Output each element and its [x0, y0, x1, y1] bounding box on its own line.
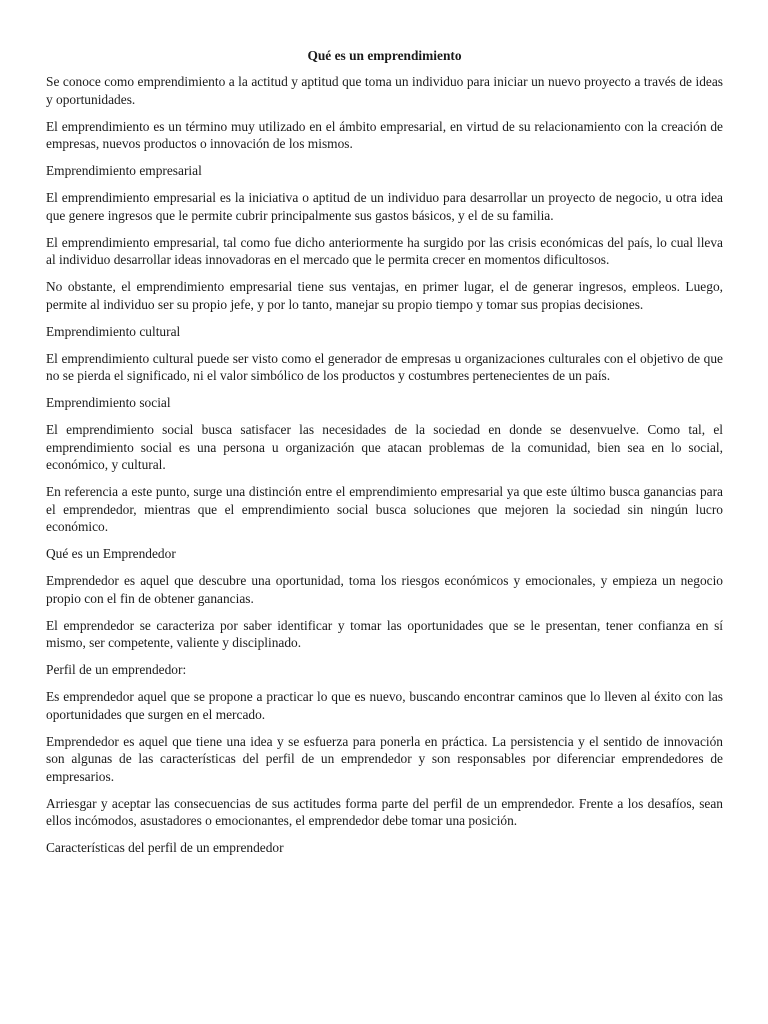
paragraph: Es emprendedor aquel que se propone a practicar lo que es nuevo, buscando encontrar caminos que lo lleven al éxito con las oportunidades que surgen en el mercado. [46, 689, 723, 722]
section-heading: Emprendimiento empresarial [46, 163, 202, 178]
paragraph: En referencia a este punto, surge una distinción entre el emprendimiento empresarial ya que este último busca ganancias para el emprendedor, mientras que el emprendimiento social busca soluciones que mejoren la sociedad sin ningún lucro económico. [46, 484, 723, 534]
section-heading: Perfil de un emprendedor: [46, 662, 187, 677]
paragraph: Emprendedor es aquel que descubre una oportunidad, toma los riesgos económicos y emocionales, y empieza un negocio propio con el fin de obtener ganancias. [46, 573, 723, 606]
section-heading: Características del perfil de un emprendedor [46, 840, 284, 855]
paragraph: El emprendimiento empresarial, tal como fue dicho anteriormente ha surgido por las crisis económicas del país, lo cual lleva al individuo desarrollar ideas innovadoras en el mercado que le permita crecer en momentos dificultosos. [46, 234, 723, 267]
section-heading: Emprendimiento cultural [46, 323, 181, 339]
section-heading: Qué es un Emprendedor [46, 546, 176, 561]
paragraph: El emprendimiento empresarial es la iniciativa o aptitud de un individuo para desarrollar un proyecto de negocio, u otra idea que genere ingresos que le permite cubrir principalmente sus gastos básicos, y el de su familia. [46, 190, 723, 223]
paragraph: Emprendedor es aquel que tiene una idea y se esfuerza para ponerla en práctica. La persistencia y el sentido de innovación son algunas de las características del perfil de un emprendedor y son responsables por diferenciar emprendedores de empresarios. [46, 733, 723, 784]
section-heading: Emprendimiento social [46, 395, 171, 410]
paragraph: El emprendimiento cultural puede ser visto como el generador de empresas u organizaciones culturales con el objetivo de que no se pierda el significado, ni el valor simbólico de los productos y costumbres pertenecientes de un país. [46, 350, 723, 383]
paragraph: No obstante, el emprendimiento empresarial tiene sus ventajas, en primer lugar, el de generar ingresos, empleos. Luego, permite al individuo ser su propio jefe, y por lo tanto, manejar su propio tiempo y tomar sus propias decisiones. [46, 279, 723, 312]
paragraph: El emprendimiento es un término muy utilizado en el ámbito empresarial, en virtud de su relacionamiento con la creación de empresas, nuevos productos o innovación de los mismos. [46, 118, 723, 151]
paragraph: Se conoce como emprendimiento a la actitud y aptitud que toma un individuo para iniciar un nuevo proyecto a través de ideas y oportunidades. [46, 74, 723, 107]
paragraph: El emprendimiento social busca satisfacer las necesidades de la sociedad en donde se desenvuelve. Como tal, el emprendimiento social es una persona u organización que atacan problemas de la comunidad, bien sea en lo social, económico, y cultural. [46, 422, 723, 472]
document-body [46, 47, 723, 866]
document-title: Qué es un emprendimiento [307, 48, 462, 63]
paragraph: El emprendedor se caracteriza por saber identificar y tomar las oportunidades que se le presentan, tener confianza en sí mismo, ser competente, valiente y disciplinado. [46, 617, 723, 650]
paragraph: Arriesgar y aceptar las consecuencias de sus actitudes forma parte del perfil de un emprendedor. Frente a los desafíos, sean ellos incómodos, asustadores o emocionantes, el emprendedor debe tomar una posición. [46, 795, 723, 828]
